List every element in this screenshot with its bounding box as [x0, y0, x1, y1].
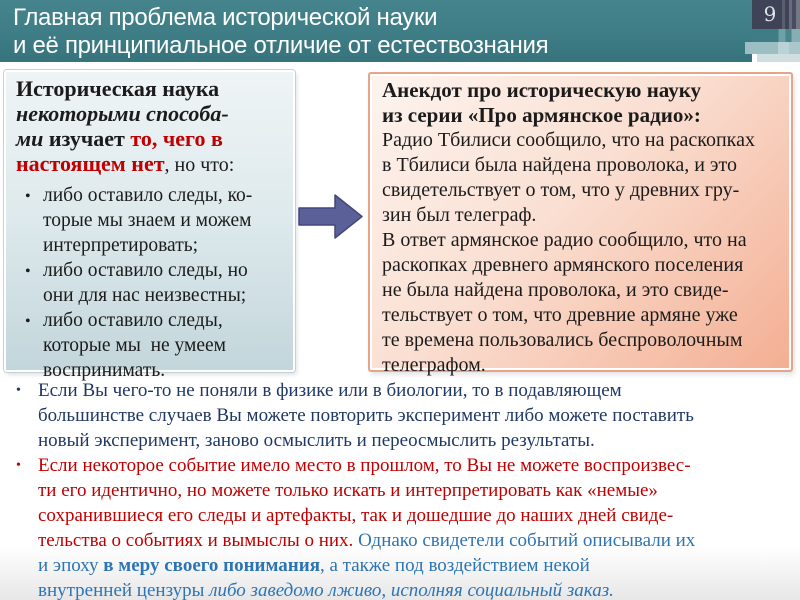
slide-title-line2: и её принципиальное отличие от естествознания: [13, 32, 549, 59]
blue-text-segment: , а также под воздействием некой: [319, 555, 590, 576]
bullet-icon: •: [25, 313, 31, 330]
corner-stripe-teal: [752, 29, 800, 42]
page-number: 9: [763, 2, 777, 26]
list-item: [16, 183, 285, 258]
bottom-line: [38, 528, 794, 553]
left-text-box: [4, 70, 295, 381]
bottom-line: Если Вы чего-то не поняли в физике или в биологии, то в подавляющем: [38, 380, 622, 401]
intro-red-text2: настоящем нет: [16, 151, 165, 176]
bottom-line: большинстве случаев Вы можете повторить эксперимент либо можете поставить: [38, 405, 694, 426]
body-line: зин был телеграф.: [382, 204, 537, 226]
blue-bold-segment: в меру своего понимания: [103, 555, 320, 576]
bullet-line: либо оставило следы,: [43, 310, 223, 331]
bullet-icon: •: [16, 383, 21, 398]
right-arrow-shape: [298, 192, 364, 242]
bottom-line: [38, 578, 794, 600]
list-item: [16, 453, 794, 600]
blue-text-segment: Однако свидетели событий описывали их: [353, 530, 696, 551]
left-box-bullet-list: [16, 183, 285, 383]
bottom-line: новый эксперимент, заново осмыслить и переосмыслить результаты.: [38, 430, 595, 451]
blue-text-segment: внутренней цензуры: [38, 580, 210, 600]
list-item: [16, 258, 285, 308]
bottom-line: сохранившиеся его следы и артефакты, так и дошедшие до наших дней свиде-: [38, 505, 674, 526]
body-line: тельствует о том, что древние армяне уже: [382, 304, 738, 326]
body-line: те времена пользовались беспроволочным: [382, 329, 743, 351]
bullet-icon: •: [25, 263, 31, 280]
bullet-line: либо оставило следы, но: [43, 260, 248, 281]
right-box-title: [382, 78, 783, 128]
body-line: не была найдена проволока, и это свиде-: [382, 279, 729, 301]
list-item: [16, 308, 285, 383]
intro-red-text1: то, чего в: [130, 126, 223, 151]
bottom-line: ти его идентично, но можете только искать и интерпретировать как «немые»: [38, 480, 658, 501]
right-title-line: из серии «Про армянское радио»:: [382, 103, 701, 127]
right-text-box: [368, 72, 793, 376]
body-line: свидетельствует о том, что у древних гру-: [382, 179, 740, 201]
intro-bold-text: Историческая наука: [16, 76, 220, 101]
corner-stripe-light: [745, 42, 800, 54]
bullet-icon: •: [16, 458, 21, 473]
right-arrow-icon: [298, 192, 364, 242]
bottom-line: Если некоторое событие имело место в прошлом, то Вы не можете воспроизвес-: [38, 455, 691, 476]
right-box-body: [382, 128, 783, 378]
body-line: телеграфом.: [382, 354, 486, 376]
bottom-line: [38, 553, 794, 578]
bullet-line: воспринимать.: [43, 360, 166, 381]
bottom-text-section: [16, 378, 794, 600]
bullet-line: торые мы знаем и можем: [43, 210, 252, 231]
bullet-line: они для нас неизвестны;: [43, 285, 247, 306]
bullet-icon: •: [25, 188, 31, 205]
body-line: В ответ армянское радио сообщило, что на: [382, 229, 747, 251]
bullet-line: которые мы не умеем: [43, 335, 227, 356]
slide-title-bar: [0, 0, 752, 62]
bullet-line: либо оставило следы, ко-: [43, 185, 253, 206]
left-box-intro: [16, 76, 285, 178]
intro-italic-text2: ми: [16, 126, 44, 151]
body-line: Радио Тбилиси сообщило, что на раскопках: [382, 129, 755, 151]
intro-bold-text2: изучает: [43, 126, 131, 151]
blue-italic-segment: либо заведомо лживо, исполняя социальный заказ.: [209, 580, 614, 600]
plate-stripe-decoration: [782, 0, 800, 29]
list-item: [16, 378, 794, 453]
red-text-segment: тельства о событиях и вымыслы о них.: [38, 530, 354, 551]
body-line: раскопках древнего армянского поселения: [382, 254, 744, 276]
right-title-line: Анекдот про историческую науку: [382, 78, 702, 102]
corner-stripe-lighter: [757, 54, 800, 62]
bullet-line: интерпретировать;: [43, 235, 199, 256]
slide-title-line1: Главная проблема исторической науки: [13, 4, 438, 31]
blue-text-segment: и эпоху: [38, 555, 104, 576]
intro-plain-text: , но что:: [164, 154, 235, 176]
intro-italic-text: некоторыми способа-: [16, 101, 229, 126]
body-line: в Тбилиси была найдена проволока, и это: [382, 154, 737, 176]
